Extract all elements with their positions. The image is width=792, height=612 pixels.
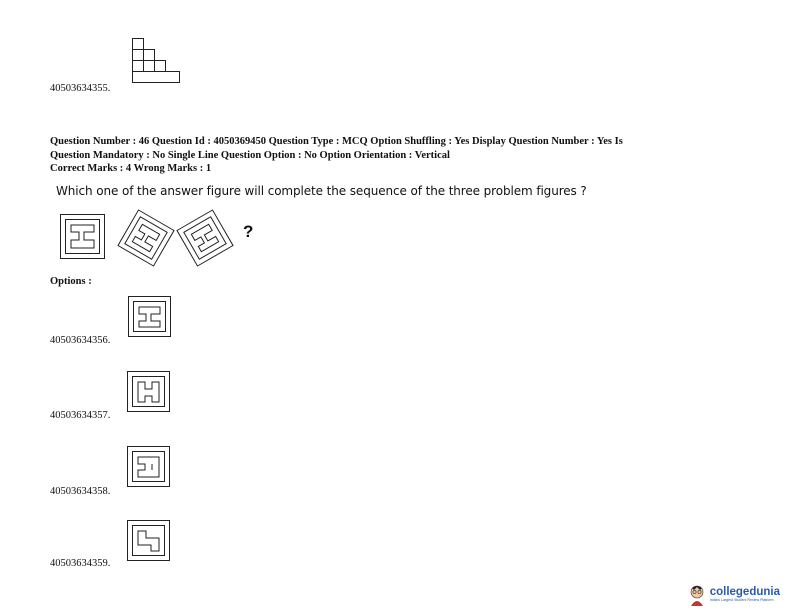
previous-option-id: 40503634355. [50, 83, 111, 94]
option-2-figure[interactable] [127, 371, 171, 413]
option-4-figure[interactable] [127, 520, 171, 562]
previous-option-figure [132, 38, 182, 84]
collegedunia-logo [687, 584, 780, 606]
option-2-id: 40503634357. [50, 410, 111, 421]
option-3-id: 40503634358. [50, 486, 111, 497]
option-1-figure[interactable] [128, 296, 172, 338]
marks-line: Correct Marks : 4 Wrong Marks : 1 [50, 163, 212, 174]
brand-tagline: India's Largest Student Review Platform [709, 598, 774, 603]
option-3-figure[interactable] [127, 446, 171, 488]
student-mascot-icon [687, 584, 707, 606]
brand-name: collegedunia [709, 585, 780, 598]
option-4-id: 40503634359. [50, 558, 111, 569]
problem-figure-1 [61, 215, 105, 259]
option-1-id: 40503634356. [50, 335, 111, 346]
metadata-line-2: Question Mandatory : No Single Line Question Option : No Option Orientation : Vertical [50, 149, 450, 161]
metadata-line-1: Question Number : 46 Question Id : 4050369450 Question Type : MCQ Option Shuffling : Yes Display Question Number : Yes Is [50, 136, 623, 147]
sequence-question-mark: ? [243, 222, 254, 241]
question-metadata [50, 135, 740, 176]
options-label: Options : [50, 276, 92, 287]
problem-figure-3 [177, 210, 233, 266]
problem-figure-2 [118, 210, 174, 266]
question-text: Which one of the answer figure will complete the sequence of the three problem figures ? [56, 184, 587, 198]
